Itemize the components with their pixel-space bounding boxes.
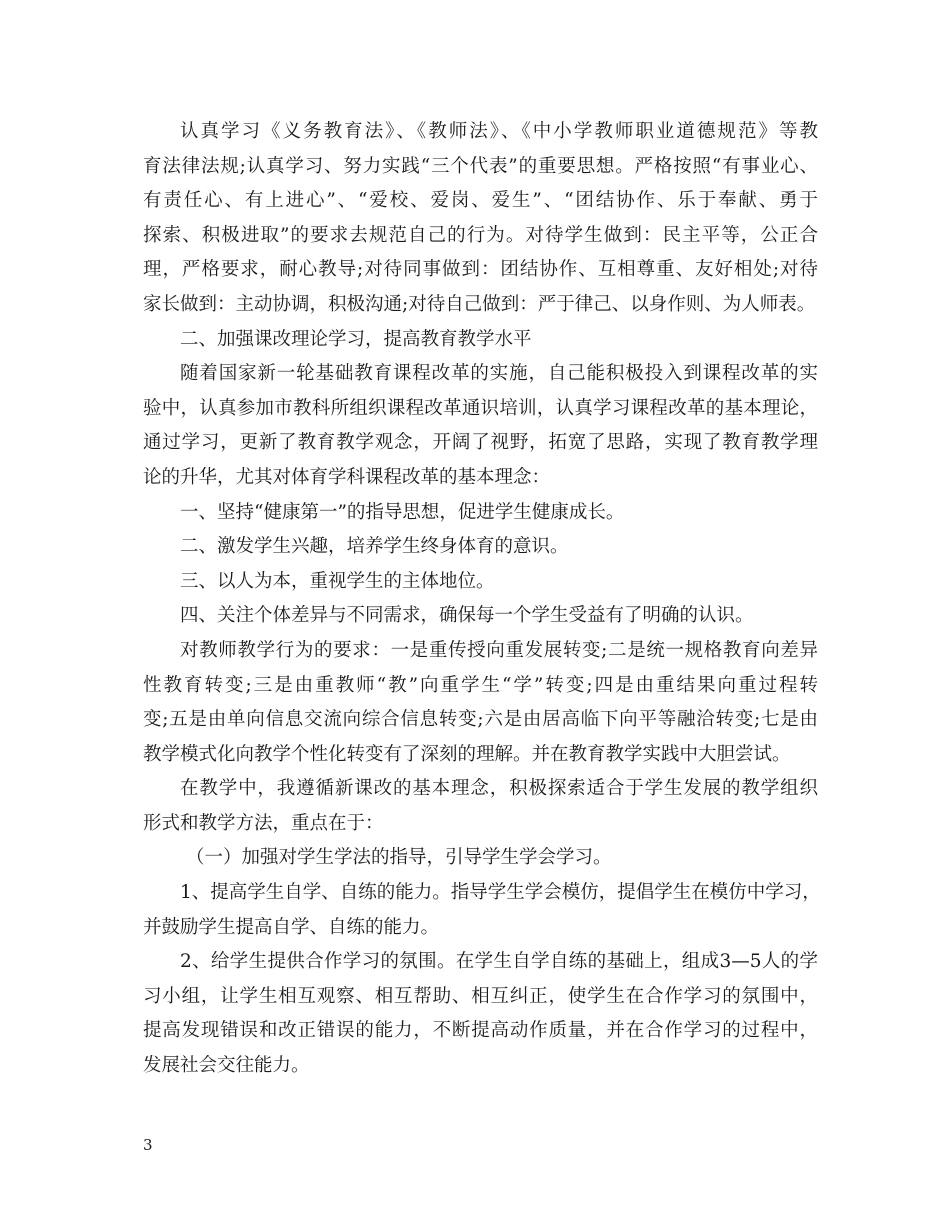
text-line: 变;五是由单向信息交流向综合信息转变;六是由居高临下向平等融洽转变;七是由 (143, 709, 818, 731)
text-line: 论的升华，尤其对体育学科课程改革的基本理念： (143, 466, 551, 488)
text-line: 习小组，让学生相互观察、相互帮助、相互纠正，使学生在合作学习的氛围中， (143, 985, 818, 1007)
text-line: 对教师教学行为的要求：一是重传授向重发展转变;二是统一规格教育向差异 (180, 639, 818, 661)
text-line: 一、坚持“健康第一”的指导思想，促进学生健康成长。 (180, 501, 625, 523)
text-line: 认真学习《义务教育法》、《教师法》、《中小学教师职业道德规范》等教 (180, 121, 818, 142)
text-line: 二、加强课改理论学习，提高教育教学水平 (180, 328, 532, 350)
text-line: 教学模式化向教学个性化转变有了深刻的理解。并在教育教学实践中大胆尝试。 (143, 743, 791, 765)
text-line: 理，严格要求，耐心教导;对待同事做到：团结协作、互相尊重、友好相处;对待 (143, 259, 818, 281)
text-line: 随着国家新一轮基础教育课程改革的实施，自己能积极投入到课程改革的实 (180, 363, 818, 385)
text-line: 二、激发学生兴趣，培养学生终身体育的意识。 (180, 536, 569, 558)
text-line: 并鼓励学生提高自学、自练的能力。 (143, 916, 440, 938)
text-line: 发展社会交往能力。 (143, 1055, 310, 1077)
text-line: 育法律法规;认真学习、努力实践“三个代表”的重要思想。严格按照“有事业心、 (143, 155, 818, 177)
text-line: 探索、积极进取”的要求去规范自己的行为。对待学生做到：民主平等，公正合 (143, 224, 818, 246)
text-line: （一）加强对学生学法的指导，引导学生学会学习。 (186, 847, 612, 869)
text-line: 验中，认真参加市教科所组织课程改革通识培训，认真学习课程改革的基本理论， (143, 397, 818, 419)
text-line: 性教育转变;三是由重教师“教”向重学生“学”转变;四是由重结果向重过程转 (143, 674, 818, 696)
text-line: 1、提高学生自学、自练的能力。指导学生学会模仿，提倡学生在模仿中学习， (180, 882, 821, 904)
page-number: 3 (143, 1136, 153, 1154)
text-line: 三、以人为本，重视学生的主体地位。 (180, 570, 495, 592)
text-line: 通过学习，更新了教育教学观念，开阔了视野，拓宽了思路，实现了教育教学理 (143, 432, 818, 454)
text-line: 提高发现错误和改正错误的能力，不断提高动作质量，并在合作学习的过程中， (143, 1020, 818, 1042)
document-body (143, 115, 821, 1084)
text-line: 2、给学生提供合作学习的氛围。在学生自学自练的基础上，组成3—5人的学 (180, 951, 818, 973)
text-line: 四、关注个体差异与不同需求，确保每一个学生受益有了明确的认识。 (180, 605, 754, 627)
text-line: 在教学中，我遵循新课改的基本理念，积极探索适合于学生发展的教学组织 (180, 778, 818, 800)
text-line: 家长做到：主动协调，积极沟通;对待自己做到：严于律己、以身作则、为人师表。 (143, 293, 816, 315)
text-line: 形式和教学方法，重点在于： (143, 812, 384, 834)
text-line: 有责任心、有上进心”、“爱校、爱岗、爱生”、“团结协作、乐于奉献、勇于 (143, 190, 818, 212)
